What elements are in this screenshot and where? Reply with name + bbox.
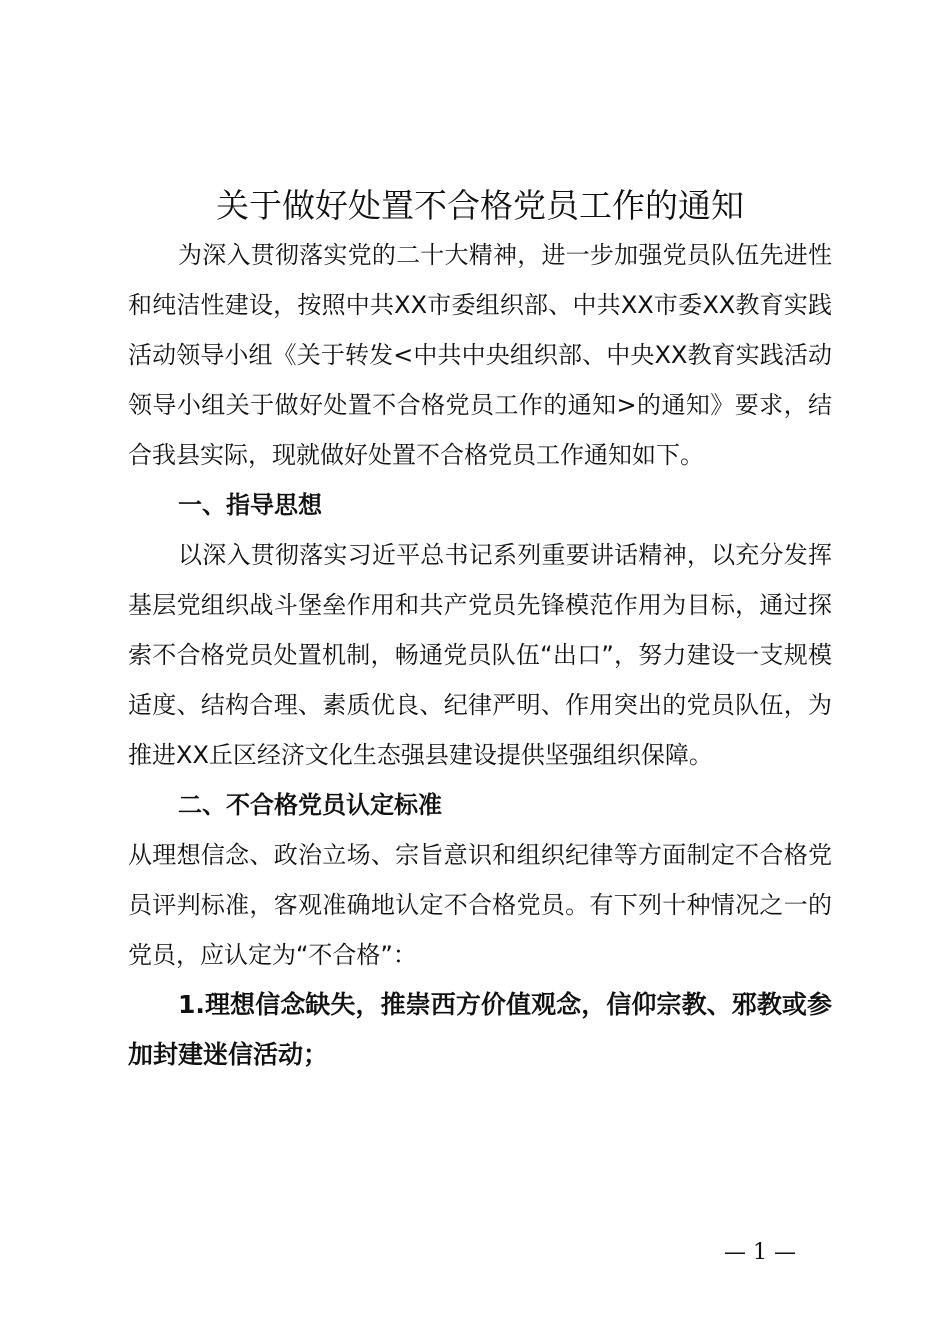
guiding-ideology-paragraph: 以深入贯彻落实习近平总书记系列重要讲话精神，以充分发挥基层党组织战斗堡垒作用和共产党员先锋模范作用为目标，通过探索不合格党员处置机制，畅通党员队伍“出口”，努力建设一支规模适度、结构合理、素质优良、纪律严明、作用突出的党员队伍，为推进XX丘区经济文化生态强县建设提供坚强组织保障。 [128,541,832,769]
intro-paragraph: 为深入贯彻落实党的二十大精神，进一步加强党员队伍先进性和纯洁性建设，按照中共XX市委组织部、中共XX市委XX教育实践活动领导小组《关于转发<中共中央组织部、中央XX教育实践活动领导小组关于做好处置不合格党员工作的通知>的通知》要求，结合我县实际，现就做好处置不合格党员工作通知如下。 [128,241,832,469]
section-heading-identification-standards: 二、不合格党员认定标准 [178,791,442,819]
identification-standards-paragraph: 从理想信念、政治立场、宗旨意识和组织纪律等方面制定不合格党员评判标准，客观准确地认定不合格党员。有下列十种情况之一的党员，应认定为“不合格”： [128,841,832,969]
standard-item-1: 1.理想信念缺失，推崇西方价值观念，信仰宗教、邪教或参加封建迷信活动； [128,990,832,1069]
section-heading-guiding-ideology: 一、指导思想 [178,491,322,519]
document-title: 关于做好处置不合格党员工作的通知 [216,186,744,225]
document-body [128,230,832,1080]
page-number: — 1 — [724,1240,796,1265]
